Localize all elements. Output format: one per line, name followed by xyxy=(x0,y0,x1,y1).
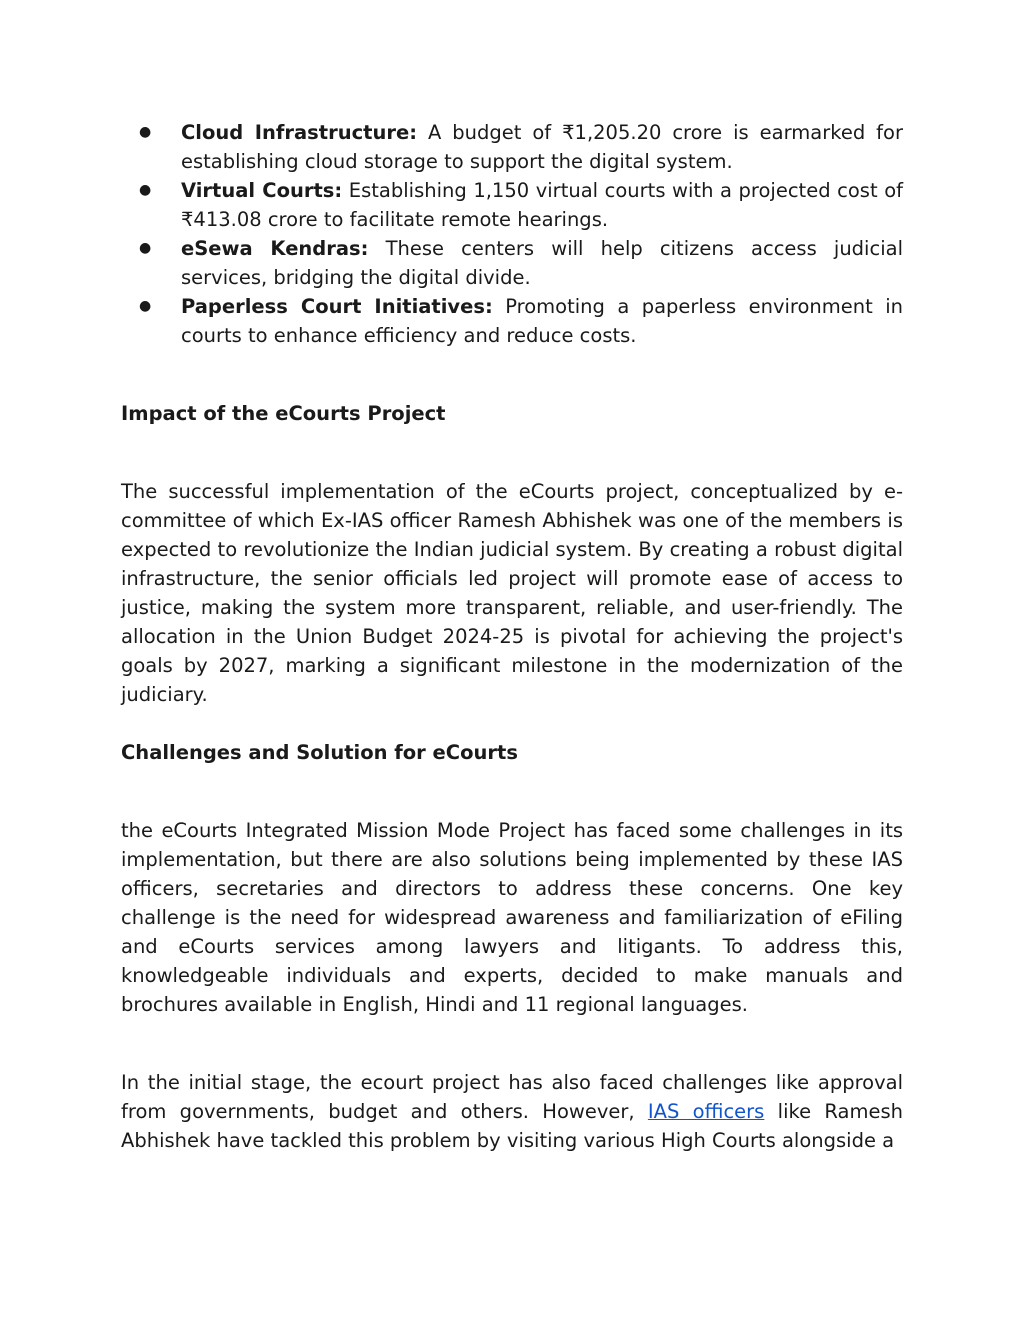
paragraph-text-before-link: In the initial stage, the ecourt project has also faced challenges like approval from governments, budget and others. However, xyxy=(121,1071,903,1123)
paragraph-text-after-link: like Ramesh Abhishek have tackled this problem by visiting various High Courts alongside a xyxy=(121,1100,903,1152)
budget-bullet-list xyxy=(121,118,903,350)
list-item xyxy=(121,118,903,176)
bullet-text: These centers will help citizens access judicial services, bridging the digital divide. xyxy=(181,237,903,289)
impact-paragraph: The successful implementation of the eCourts project, conceptualized by e-committee of which Ex-IAS officer Ramesh Abhishek was one of the members is expected to revolutionize the Indian judicial system. By creating a robust digital infrastructure, the senior officials led project will promote ease of access to justice, making the system more transparent, reliable, and user-friendly. The allocation in the Union Budget 2024-25 is pivotal for achieving the project's goals by 2027, marking a significant milestone in the modernization of the judiciary. xyxy=(121,480,903,706)
ias-officers-link[interactable]: IAS officers xyxy=(647,1100,765,1123)
document-content xyxy=(121,118,903,1155)
list-item xyxy=(121,176,903,234)
challenges-paragraph: the eCourts Integrated Mission Mode Project has faced some challenges in its implementation, but there are also solutions being implemented by these IAS officers, secretaries and directors to address these concerns. One key challenge is the need for widespread awareness and familiarization of eFiling and eCourts services among lawyers and litigants. To address this, knowledgeable individuals and experts, decided to make manuals and brochures available in English, Hindi and 11 regional languages. xyxy=(121,819,903,1016)
bullet-icon: ● xyxy=(139,240,152,256)
bullet-icon: ● xyxy=(139,298,152,314)
bullet-text: A budget of ₹1,205.20 crore is earmarked for establishing cloud storage to support the digital system. xyxy=(181,121,903,173)
bullet-icon: ● xyxy=(139,182,152,198)
bullet-label: Virtual Courts: xyxy=(181,179,343,202)
bullet-label: Paperless Court Initiatives: xyxy=(181,295,493,318)
section-heading-impact: Impact of the eCourts Project xyxy=(121,402,446,425)
bullet-text: Promoting a paperless environment in courts to enhance efficiency and reduce costs. xyxy=(181,295,903,347)
section-heading-challenges: Challenges and Solution for eCourts xyxy=(121,741,518,764)
bullet-label: Cloud Infrastructure: xyxy=(181,121,418,144)
bullet-label: eSewa Kendras: xyxy=(181,237,369,260)
list-item xyxy=(121,292,903,350)
bullet-icon: ● xyxy=(139,124,152,140)
bullet-text: Establishing 1,150 virtual courts with a projected cost of ₹413.08 crore to facilitate remote hearings. xyxy=(181,179,903,231)
list-item xyxy=(121,234,903,292)
initial-stage-paragraph xyxy=(121,1068,903,1155)
